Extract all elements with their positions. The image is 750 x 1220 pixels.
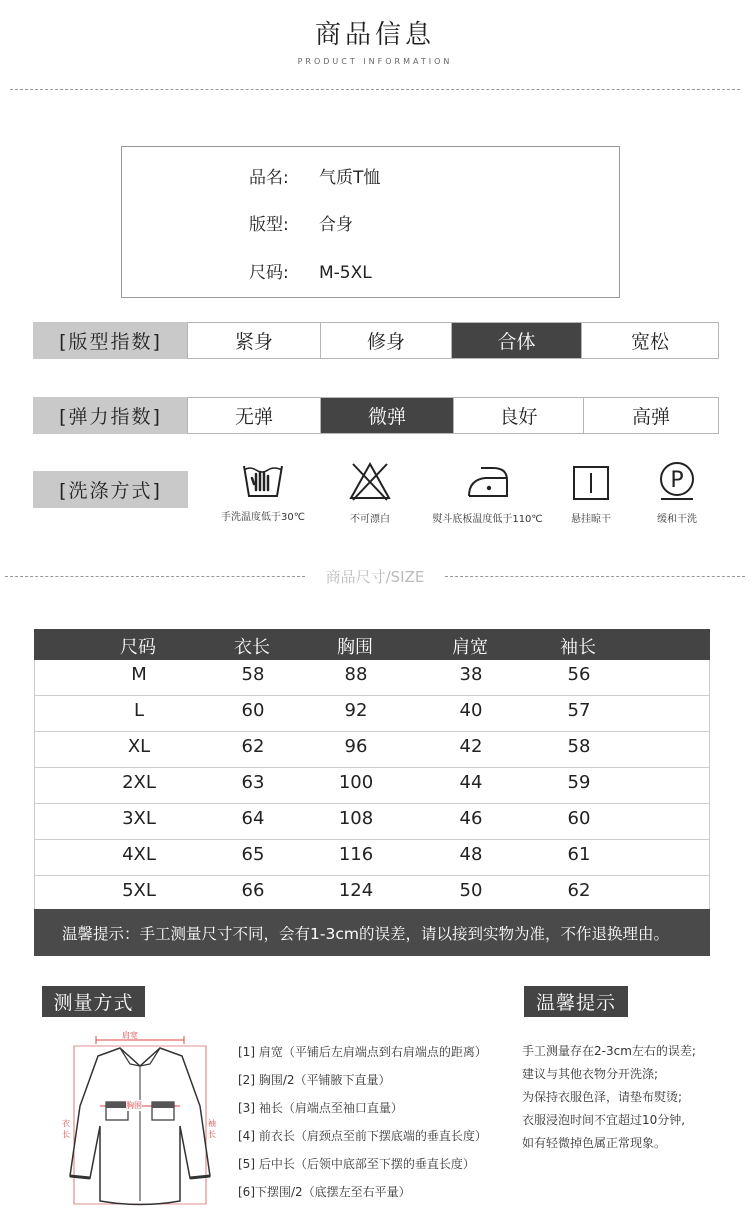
table-cell: 64 [241,808,265,829]
table-cell: 66 [241,880,265,901]
measure-item: [2] 胸围/2（平铺腋下直量） [238,1073,391,1087]
info-key: 品名: [249,168,289,188]
table-cell: 116 [338,844,374,865]
table-cell: 57 [567,700,591,721]
fit-index-label: [版型指数] [33,322,188,359]
table-cell: 38 [459,664,483,685]
table-cell: 88 [344,664,368,685]
table-cell: M [131,664,147,685]
table-cell: 100 [338,772,374,793]
table-cell: 61 [567,844,591,865]
table-header-cell: 尺码 [120,637,156,658]
table-cell: 2XL [122,772,156,793]
table-cell: 58 [241,664,265,685]
size-section-title: 商品尺寸/SIZE [325,568,425,586]
wash-item-label: 手洗温度低于30℃ [221,512,305,523]
table-cell: 124 [338,880,374,901]
table-cell: 62 [241,736,265,757]
iron-icon [463,460,513,502]
tip-item: 如有轻微掉色属正常现象。 [522,1136,667,1150]
table-cell: 65 [241,844,265,865]
measure-item: [3] 袖长（肩端点至袖口直量） [238,1101,403,1115]
table-header-row [34,629,710,660]
hang-dry-icon [571,462,611,502]
stretch-option-good: 良好 [454,398,584,433]
table-cell: 60 [241,700,265,721]
diagram-chest-label: 胸围 [126,1101,142,1110]
table-cell: 96 [344,736,368,757]
diagram-sleeve-label: 袖长 [208,1119,216,1139]
wash-item-label: 悬挂晾干 [571,514,611,525]
wash-item-hang-dry [561,462,621,525]
diagram-shoulder-label: 肩宽 [122,1031,138,1040]
table-cell: 40 [459,700,483,721]
header-divider [10,89,740,90]
stretch-index-label: [弹力指数] [33,397,188,434]
stretch-option-slight-selected: 微弹 [321,398,454,433]
info-value: 气质T恤 [319,168,381,188]
page-subtitle: PRODUCT INFORMATION [297,57,453,66]
wash-item-label: 缓和干洗 [657,514,697,525]
hand-wash-icon [240,460,286,500]
info-key: 尺码: [249,263,289,283]
measurement-notice: 温馨提示：手工测量尺寸不同，会有1-3cm的误差，请以接到实物为准，不作退换理由。 [34,909,710,956]
table-cell: 50 [459,880,483,901]
stretch-index-options [187,397,719,434]
info-row-size [249,258,372,283]
wash-method-label: [洗涤方式] [33,471,188,508]
table-row [34,804,710,840]
fit-option-tight: 紧身 [188,323,321,358]
tip-item: 手工测量存在2-3cm左右的误差; [522,1044,696,1058]
tip-item: 建议与其他衣物分开洗涤; [522,1067,659,1081]
table-cell: L [133,700,145,721]
size-divider-right [445,576,745,577]
dry-clean-icon [655,460,699,502]
table-cell: 5XL [122,880,156,901]
measure-item: [5] 后中长（后领中底部至下摆的垂直长度） [238,1157,475,1171]
tip-item: 衣服浸泡时间不宜超过10分钟, [522,1113,686,1127]
measure-item: [4] 前衣长（肩颈点至前下摆底端的垂直长度） [238,1129,487,1143]
stretch-option-high: 高弹 [631,406,670,428]
fit-option-slim: 修身 [321,323,452,358]
info-row-fit [249,210,353,235]
table-cell: 48 [459,844,483,865]
table-cell: 108 [338,808,374,829]
table-cell: 4XL [122,844,156,865]
table-cell: 42 [459,736,483,757]
measure-section-title: 测量方式 [42,986,145,1017]
measure-item: [1] 肩宽（平铺后左肩端点到右肩端点的距离） [238,1045,487,1059]
svg-text:P: P [670,468,684,493]
fit-option-loose: 宽松 [630,331,669,353]
diagram-length-label: 衣长 [62,1119,70,1139]
table-row [34,696,710,732]
table-header-cell: 肩宽 [452,637,488,658]
info-row-name [249,163,380,188]
table-cell: 92 [344,700,368,721]
shirt-diagram-icon [60,1026,220,1216]
table-header-cell: 衣长 [234,637,270,658]
table-cell: 60 [567,808,591,829]
info-value: M-5XL [319,263,372,283]
info-value: 合身 [319,215,353,235]
tips-section-title: 温馨提示 [524,986,628,1017]
wash-item-no-bleach [325,460,415,525]
tip-item: 为保持衣服色泽，请垫布熨烫; [522,1090,683,1104]
wash-item-hand [213,460,313,523]
size-divider-left [5,576,305,577]
table-row [34,732,710,768]
wash-item-iron [425,460,550,525]
shirt-measure-diagram [60,1026,220,1216]
table-row [34,768,710,804]
table-cell: 46 [459,808,483,829]
table-cell: 58 [567,736,591,757]
no-bleach-icon [347,460,393,502]
table-cell: 62 [567,880,591,901]
table-row [34,876,710,912]
table-cell: 56 [567,664,591,685]
table-header-cell: 胸围 [337,637,373,658]
wash-item-dry-clean [645,460,709,525]
page-title: 商品信息 [314,20,435,50]
table-header-cell: 袖长 [560,637,596,658]
measure-item: [6]下摆围/2（底摆左至右平量） [238,1185,411,1199]
table-row [34,840,710,876]
fit-index-options [187,322,719,359]
info-key: 版型: [249,215,289,235]
product-info-box [121,146,620,298]
table-cell: 59 [567,772,591,793]
table-row [34,660,710,696]
fit-option-regular-selected: 合体 [452,323,582,358]
wash-item-label: 不可漂白 [350,514,390,525]
wash-item-label: 熨斗底板温度低于110℃ [432,514,543,525]
table-cell: 3XL [122,808,156,829]
table-cell: 63 [241,772,265,793]
table-cell: XL [127,736,151,757]
table-cell: 44 [459,772,483,793]
stretch-option-none: 无弹 [188,398,321,433]
